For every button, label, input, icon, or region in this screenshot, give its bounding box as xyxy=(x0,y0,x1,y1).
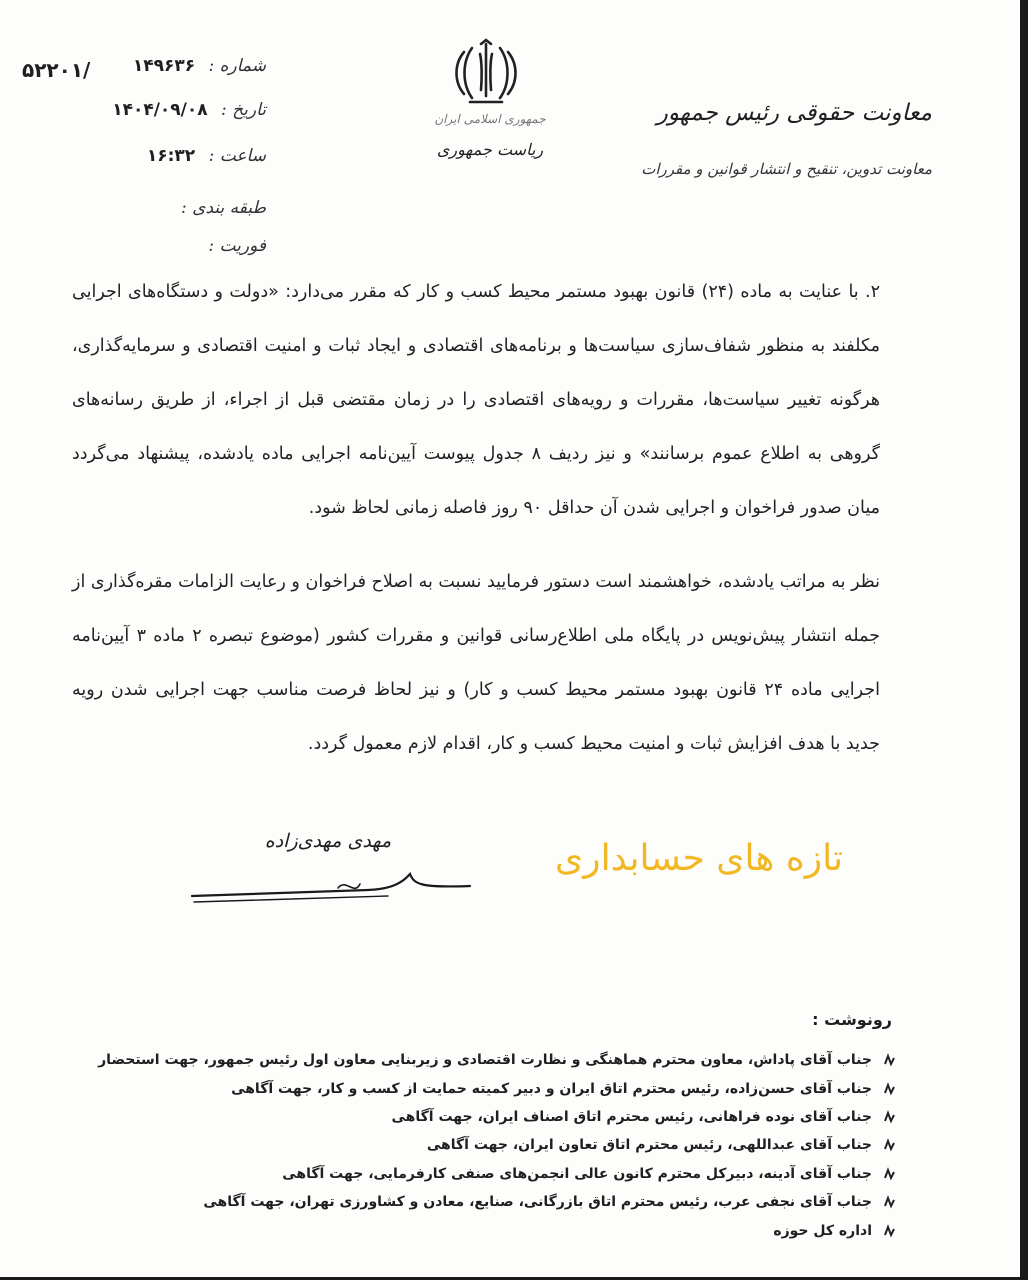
meta-time-label: ساعت : xyxy=(208,146,266,166)
cc-bullet-icon xyxy=(882,1194,898,1210)
agency-line-2: ریاست جمهوری xyxy=(436,140,544,159)
cc-item-text: اداره کل حوزه xyxy=(773,1222,872,1239)
cc-bullet-icon xyxy=(882,1223,898,1239)
page-edge-shadow xyxy=(1020,0,1028,1280)
cc-bullet-icon xyxy=(882,1166,898,1182)
watermark-text: تازه های حسابداری xyxy=(555,838,844,879)
cc-item xyxy=(178,1160,898,1188)
meta-urgency-row xyxy=(26,236,266,256)
iran-emblem-icon xyxy=(448,38,524,108)
signatory-name: مهدی مهدی‌زاده xyxy=(264,830,392,852)
cc-item xyxy=(178,1216,898,1244)
cc-list xyxy=(98,1046,898,1245)
meta-classification-label: طبقه بندی : xyxy=(181,198,266,218)
cc-item xyxy=(178,1188,898,1216)
signature-stroke-icon xyxy=(188,858,473,908)
cc-item xyxy=(178,1074,898,1102)
meta-time-row xyxy=(26,146,266,166)
meta-number-row xyxy=(26,56,266,76)
cc-bullet-icon xyxy=(882,1052,898,1068)
cc-bullet-icon xyxy=(882,1109,898,1125)
cc-item-text: جناب آقای آدینه، دبیرکل محترم کانون عالی انجمن‌های صنفی کارفرمایی، جهت آگاهی xyxy=(282,1165,872,1182)
cc-item xyxy=(178,1103,898,1131)
office-title: معاونت حقوقی رئیس جمهور xyxy=(656,100,932,126)
cc-heading: رونوشت : xyxy=(812,1010,892,1029)
meta-date-row xyxy=(26,100,266,120)
cc-item-text: جناب آقای پاداش، معاون محترم هماهنگی و نظارت اقتصادی و زیربنایی معاون اول رئیس جمهور، جهت استحضار xyxy=(98,1052,872,1069)
meta-classification-row xyxy=(26,198,266,218)
meta-urgency-label: فوریت : xyxy=(208,236,266,256)
cc-bullet-icon xyxy=(882,1081,898,1097)
meta-date-value: ۱۴۰۴/۰۹/۰۸ xyxy=(112,100,208,120)
cc-item xyxy=(98,1046,898,1074)
meta-number-value: ۱۴۹۶۳۶ xyxy=(132,56,196,76)
reference-number: ۵۲۲۰۱/ xyxy=(22,58,91,82)
body-paragraph-1: ۲. با عنایت به ماده (۲۴) قانون بهبود مستمر محیط کسب و کار که مقرر می‌دارد: «دولت و دستگاه‌های اجرایی مکلفند به منظور شفاف‌سازی سیاست‌ها و برنامه‌های اقتصادی و ایجاد ثبات و امنیت اقتصادی و سرمایه‌گذاری، هرگونه تغییر سیاست‌ها، مقررات و رویه‌های اقتصادی را در زمان مقتضی قبل از اجراء، از طریق رسانه‌های گروهی به اطلاع عموم برسانند» و نیز ردیف ۸ جدول پیوست آیین‌نامه اجرایی ماده یادشده، پیشنهاد می‌گردد میان صدور فراخوان و اجرایی شدن آن حداقل ۹۰ روز فاصله زمانی لحاظ شود. xyxy=(72,282,881,518)
cc-item-text: جناب آقای حسن‌زاده، رئیس محترم اتاق ایران و دبیر کمیته حمایت از کسب و کار، جهت آگاهی xyxy=(231,1080,872,1097)
cc-item-text: جناب آقای نوده فراهانی، رئیس محترم اتاق اصناف ایران، جهت آگاهی xyxy=(391,1108,872,1125)
cc-bullet-icon xyxy=(882,1137,898,1153)
meta-time-value: ۱۶:۳۲ xyxy=(146,146,196,166)
meta-date-label: تاریخ : xyxy=(221,100,266,120)
body-paragraph-2: نظر به مراتب یادشده، خواهشمند است دستور فرمایید نسبت به اصلاح فراخوان و رعایت الزامات مقره‌گذاری از جمله انتشار پیش‌نویس در پایگاه ملی اطلاع‌رسانی قوانین و مقررات کشور (موضوع تبصره ۲ ماده ۳ آیین‌نامه اجرایی ماده ۲۴ قانون بهبود مستمر محیط کسب و کار) و نیز لحاظ فرصت مناسب جهت اجرایی شدن رویه جدید با هدف افزایش ثبات و امنیت محیط کسب و کار، اقدام لازم معمول گردد. xyxy=(72,572,881,754)
office-subtitle: معاونت تدوین، تنقیح و انتشار قوانین و مقررات xyxy=(641,160,932,178)
meta-number-label: شماره : xyxy=(208,56,266,76)
agency-line-1: جمهوری اسلامی ایران xyxy=(434,112,546,126)
cc-item-text: جناب آقای نجفی عرب، رئیس محترم اتاق بازرگانی، صنایع، معادن و کشاورزی تهران، جهت آگاهی xyxy=(203,1194,872,1211)
cc-item xyxy=(178,1131,898,1159)
cc-item-text: جناب آقای عبداللهی، رئیس محترم اتاق تعاون ایران، جهت آگاهی xyxy=(426,1137,872,1154)
